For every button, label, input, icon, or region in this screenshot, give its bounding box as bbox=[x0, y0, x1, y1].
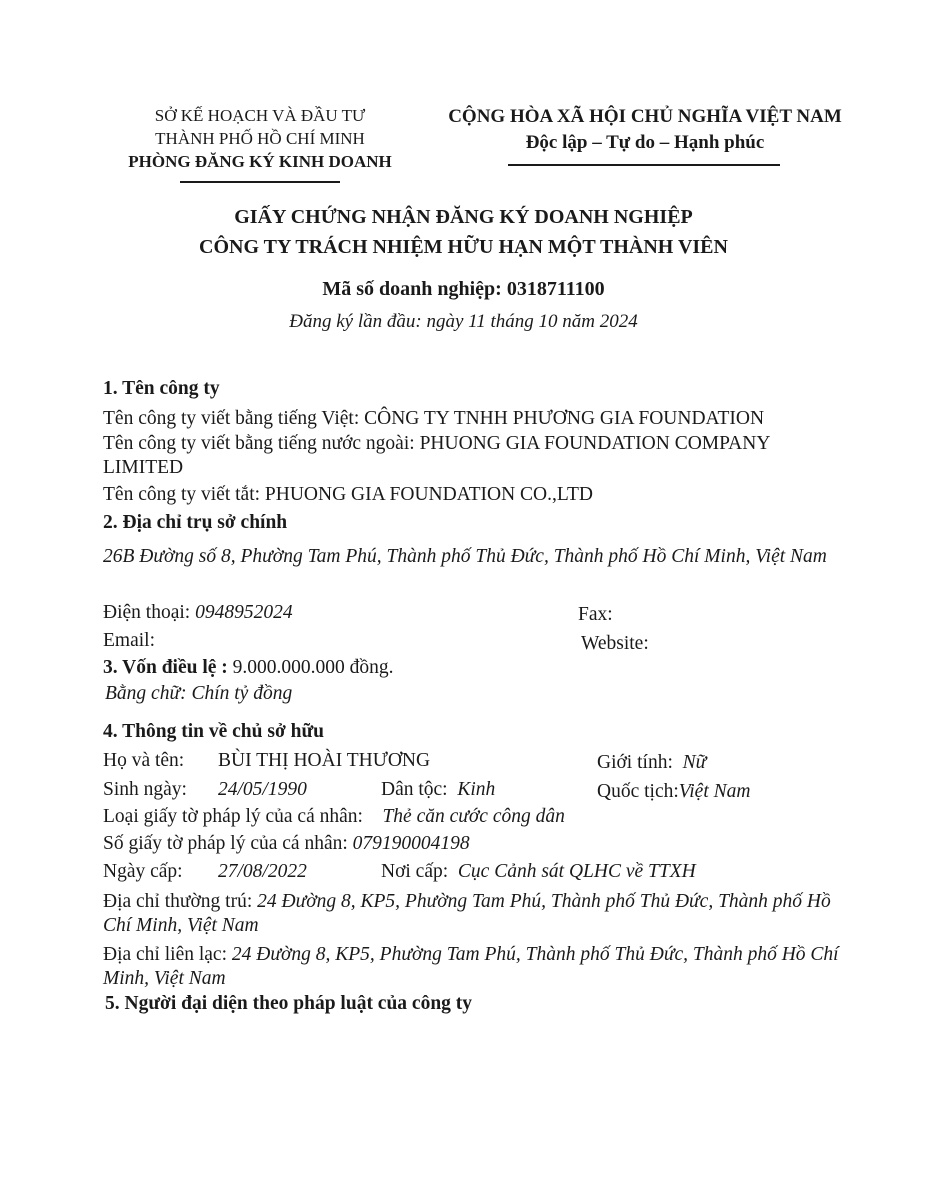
foreign-name-value: PHUONG GIA FOUNDATION COMPANY LIMITED bbox=[103, 433, 770, 478]
title-line1: GIẤY CHỨNG NHẬN ĐĂNG KÝ DOANH NGHIỆP bbox=[234, 206, 693, 228]
nationality-row bbox=[597, 780, 750, 804]
issue-date-label: Ngày cấp: bbox=[103, 861, 183, 882]
section4-heading: 4. Thông tin về chủ sở hữu bbox=[103, 721, 325, 742]
gender-value: Nữ bbox=[682, 752, 707, 773]
authority-line2: THÀNH PHỐ HỒ CHÍ MINH bbox=[155, 129, 365, 148]
permanent-address-value: 24 Đường 8, KP5, Phường Tam Phú, Thành phố Thủ Đức, Thành phố Hồ Chí Minh, Việt Nam bbox=[103, 891, 831, 936]
id-number-row bbox=[103, 832, 470, 856]
ethnic-value: Kinh bbox=[457, 779, 496, 800]
owner-name-label: Họ và tên: bbox=[103, 750, 185, 771]
issuing-authority bbox=[100, 104, 420, 173]
permanent-address-row bbox=[103, 890, 843, 938]
short-name-label: Tên công ty viết tắt: bbox=[103, 484, 265, 505]
motto-underline bbox=[508, 164, 780, 166]
issue-date-value: 27/08/2022 bbox=[218, 861, 307, 882]
vn-name-value: CÔNG TY TNHH PHƯƠNG GIA FOUNDATION bbox=[364, 408, 765, 429]
gender-row bbox=[597, 751, 706, 775]
owner-name-value: BÙI THỊ HOÀI THƯƠNG bbox=[218, 750, 431, 771]
charter-capital-row bbox=[103, 656, 394, 680]
id-type-value: Thẻ căn cước công dân bbox=[382, 806, 565, 827]
head-office-address: 26B Đường số 8, Phường Tam Phú, Thành phố Thủ Đức, Thành phố Hồ Chí Minh, Việt Nam bbox=[103, 546, 827, 567]
contact-address-value: 24 Đường 8, KP5, Phường Tam Phú, Thành phố Thủ Đức, Thành phố Hồ Chí Minh, Việt Nam bbox=[103, 944, 839, 989]
section5-heading: 5. Người đại diện theo pháp luật của công ty bbox=[105, 993, 473, 1014]
id-type-row bbox=[103, 805, 565, 829]
nationality-value: Việt Nam bbox=[678, 781, 751, 802]
contact-address-label: Địa chỉ liên lạc: bbox=[103, 944, 232, 965]
charter-capital-value: 9.000.000.000 đồng. bbox=[232, 657, 394, 678]
section1-heading: 1. Tên công ty bbox=[103, 378, 220, 399]
enterprise-code: Mã số doanh nghiệp: 0318711100 bbox=[322, 278, 605, 300]
capital-in-words: Bằng chữ: Chín tỷ đồng bbox=[105, 683, 293, 704]
country-name: CỘNG HÒA XÃ HỘI CHỦ NGHĨA VIỆT NAM bbox=[448, 106, 842, 127]
permanent-address-label: Địa chỉ thường trú: bbox=[103, 891, 258, 912]
issue-place-label: Nơi cấp: bbox=[381, 861, 449, 882]
issue-place-row bbox=[381, 860, 696, 884]
dob-label: Sinh ngày: bbox=[103, 779, 187, 800]
foreign-name-label: Tên công ty viết bằng tiếng nước ngoài: bbox=[103, 433, 420, 454]
issue-place-value: Cục Cảnh sát QLHC về TTXH bbox=[457, 861, 696, 882]
motto: Độc lập – Tự do – Hạnh phúc bbox=[525, 132, 765, 153]
section2-heading: 2. Địa chỉ trụ sở chính bbox=[103, 512, 288, 533]
phone-label: Điện thoại: bbox=[103, 602, 196, 623]
document-title bbox=[0, 202, 927, 262]
website-label: Website: bbox=[581, 633, 649, 654]
foreign-name-row bbox=[103, 432, 843, 480]
id-number-label: Số giấy tờ pháp lý của cá nhân: bbox=[103, 833, 353, 854]
id-type-label: Loại giấy tờ pháp lý của cá nhân: bbox=[103, 806, 363, 827]
phone-row bbox=[103, 601, 293, 625]
title-line2: CÔNG TY TRÁCH NHIỆM HỮU HẠN MỘT THÀNH VIÊN bbox=[199, 236, 728, 258]
phone-value: 0948952024 bbox=[195, 602, 293, 623]
authority-line3: PHÒNG ĐĂNG KÝ KINH DOANH bbox=[128, 152, 392, 171]
email-label: Email: bbox=[103, 630, 155, 651]
section3-heading: 3. Vốn điều lệ : bbox=[103, 657, 233, 678]
contact-address-row bbox=[103, 943, 843, 991]
authority-line1: SỞ KẾ HOẠCH VÀ ĐẦU TƯ bbox=[154, 106, 366, 125]
first-registration-date: Đăng ký lần đầu: ngày 11 tháng 10 năm 2024 bbox=[289, 311, 638, 332]
ethnic-row bbox=[381, 778, 495, 802]
vn-name-row bbox=[103, 407, 764, 431]
nationality-label: Quốc tịch: bbox=[597, 781, 679, 802]
vn-name-label: Tên công ty viết bằng tiếng Việt: bbox=[103, 408, 365, 429]
id-number-value: 079190004198 bbox=[352, 833, 470, 854]
gender-label: Giới tính: bbox=[597, 752, 673, 773]
dob-value: 24/05/1990 bbox=[218, 779, 307, 800]
short-name-value: PHUONG GIA FOUNDATION CO.,LTD bbox=[264, 484, 594, 505]
short-name-row bbox=[103, 483, 593, 507]
national-motto bbox=[430, 104, 860, 156]
ethnic-label: Dân tộc: bbox=[381, 779, 448, 800]
authority-underline bbox=[180, 181, 340, 183]
fax-label: Fax: bbox=[578, 604, 613, 625]
